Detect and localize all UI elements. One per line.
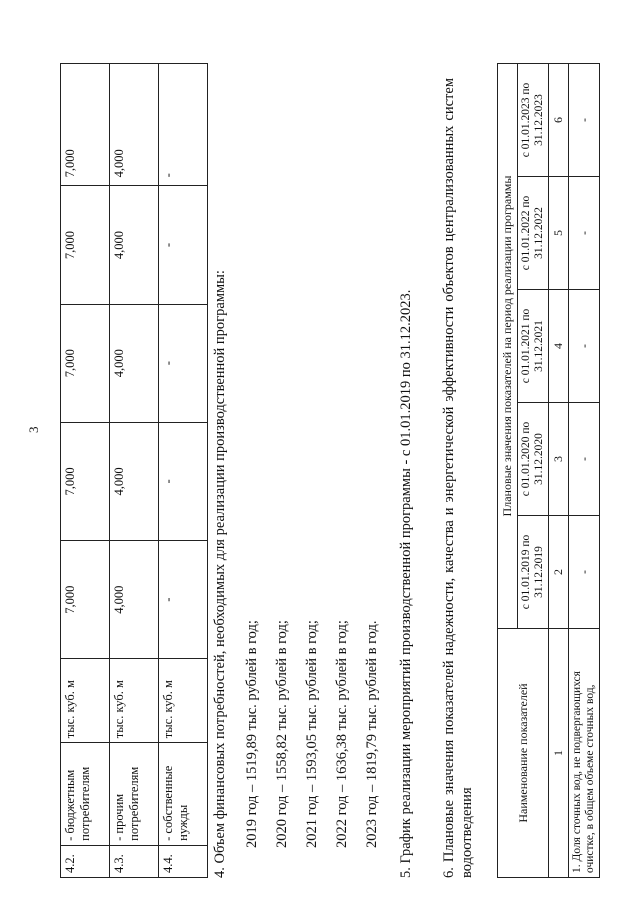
row-name: - бюджетным потребителям (61, 743, 110, 846)
table-row (159, 64, 208, 878)
row-number: 4.4. (159, 845, 208, 877)
page-number: 3 (26, 426, 41, 433)
row-unit: тыс. куб. м (110, 659, 159, 743)
indicator-value: - (569, 403, 600, 516)
period-header: с 01.01.2022 по 31.12.2022 (518, 177, 549, 290)
column-number: 3 (549, 403, 569, 516)
column-number-row (549, 64, 569, 878)
indicator-value: - (569, 290, 600, 403)
finance-year-2019: 2019 год – 1519,89 тыс. рублей в год; (244, 620, 260, 848)
row-value: 4,000 (110, 422, 159, 540)
table-header-row (498, 64, 518, 878)
row-value: 4,000 (110, 186, 159, 304)
row-value: - (159, 541, 208, 659)
period-header: с 01.01.2019 по 31.12.2019 (518, 516, 549, 629)
row-value: 7,000 (61, 186, 110, 304)
column-number: 1 (549, 629, 569, 878)
row-value: 7,000 (61, 422, 110, 540)
row-name: - прочим потребителям (110, 743, 159, 846)
row-value: - (159, 186, 208, 304)
row-number: 4.2. (61, 845, 110, 877)
name-header: Наименование показателей (498, 629, 549, 878)
row-value: - (159, 422, 208, 540)
column-number: 5 (549, 177, 569, 290)
finance-year-2023: 2023 год – 1819,79 тыс. рублей в год. (364, 620, 380, 848)
column-number: 2 (549, 516, 569, 629)
row-unit: тыс. куб. м (61, 659, 110, 743)
row-value: 7,000 (61, 64, 110, 186)
volumes-table (60, 63, 208, 878)
row-value: 4,000 (110, 304, 159, 422)
row-value: - (159, 64, 208, 186)
row-name: - собственные нужды (159, 743, 208, 846)
section-6-title: 6. Плановые значения показателей надежности, качества и энергетической эффективности объектов централизованных систем водоотведения (441, 78, 475, 878)
row-value: 7,000 (61, 541, 110, 659)
column-number: 4 (549, 290, 569, 403)
period-header: с 01.01.2023 по 31.12.2023 (518, 64, 549, 177)
table-row (110, 64, 159, 878)
row-value: 4,000 (110, 64, 159, 186)
section-5-title: 5. График реализации мероприятий производственной программы - с 01.01.2019 по 31.12.2023. (398, 289, 414, 878)
rotated-page-content (60, 63, 596, 878)
row-value: 4,000 (110, 541, 159, 659)
period-header: с 01.01.2021 по 31.12.2021 (518, 290, 549, 403)
row-value: - (159, 304, 208, 422)
indicator-value: - (569, 177, 600, 290)
group-header: Плановые значения показателей на период реализации программы (498, 64, 518, 629)
indicators-table (497, 63, 600, 878)
period-header: с 01.01.2020 по 31.12.2020 (518, 403, 549, 516)
section-4-title: 4. Объем финансовых потребностей, необходимых для реализации производственной программы: (212, 270, 228, 878)
row-value: 7,000 (61, 304, 110, 422)
indicator-name: 1. Доля сточных вод, не подвергающихся очистке, в общем объеме сточных вод, (569, 629, 600, 878)
indicator-value: - (569, 64, 600, 177)
finance-year-2022: 2022 год – 1636,38 тыс. рублей в год; (334, 620, 350, 848)
finance-year-2021: 2021 год – 1593,05 тыс. рублей в год; (304, 620, 320, 848)
column-number: 6 (549, 64, 569, 177)
finance-year-2020: 2020 год – 1558,82 тыс. рублей в год; (274, 620, 290, 848)
table-row (61, 64, 110, 878)
row-unit: тыс. куб. м (159, 659, 208, 743)
row-number: 4.3. (110, 845, 159, 877)
indicator-value: - (569, 516, 600, 629)
table-row (569, 64, 600, 878)
